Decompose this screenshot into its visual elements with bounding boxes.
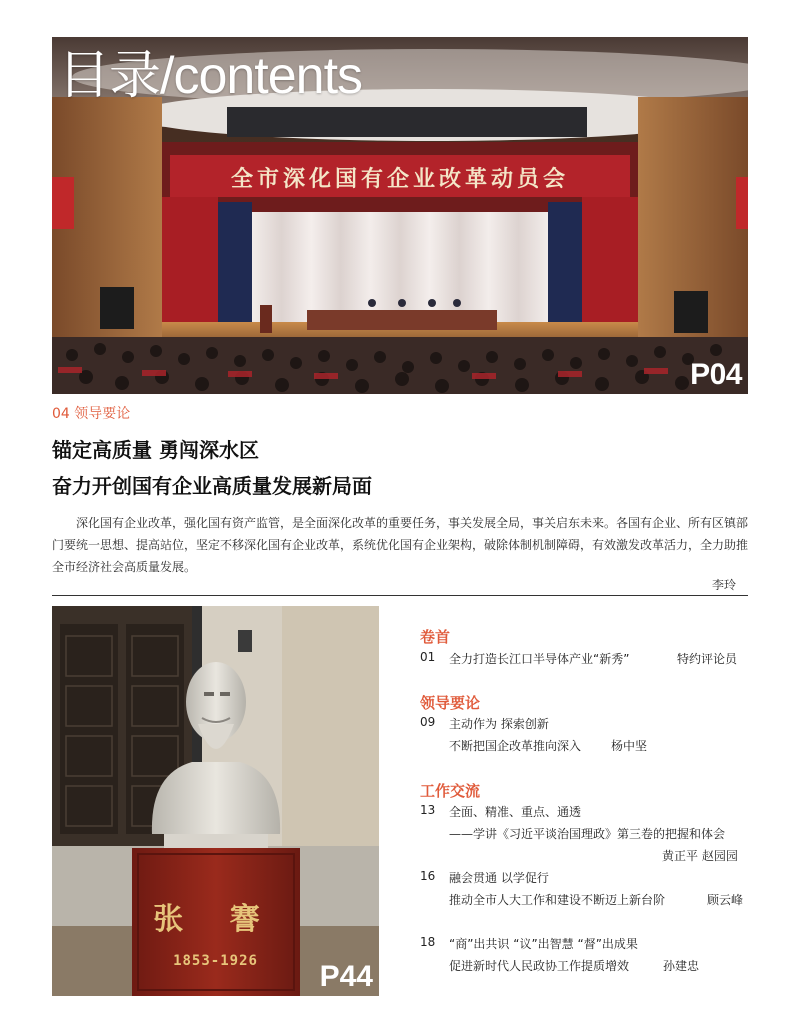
toc-section-title: 卷首 [420, 628, 451, 646]
toc-entry-title[interactable]: 主动作为 探索创新 [449, 717, 549, 731]
toc-entry-author: 顾云峰 [707, 893, 744, 907]
hero-photo [52, 37, 748, 394]
toc-entry-subtitle[interactable]: ——学讲《习近平谈治国理政》第三卷的把握和体会 [449, 827, 726, 841]
toc-entry-title[interactable]: 全力打造长江口半导体产业“新秀” [449, 652, 630, 666]
toc-entry-author: 特约评论员 [677, 652, 738, 666]
page-title: 目录/contents [58, 47, 363, 105]
toc-entry-author: 孙建忠 [663, 959, 700, 973]
toc-section-title: 领导要论 [420, 694, 481, 712]
toc-page-number: 18 [420, 935, 436, 949]
lead-abstract: 深化国有企业改革，强化国有资产监管，是全面深化改革的重要任务，事关发展全局，事关启东未来。各国有企业、所有区镇部门要统一思想、提高站位，坚定不移深化国有企业改革，系统优化国有企业架构，破除体制机制障碍，有效激发改革活力，全力助推全市经济社会高质量发展。 [52, 516, 749, 574]
toc-page-number: 13 [420, 803, 436, 817]
statue-page-number: P44 [319, 960, 373, 993]
toc-page-number: 09 [420, 715, 436, 729]
section-divider [52, 595, 748, 596]
meeting-banner-text: 全市深化国有企业改革动员会 [230, 167, 569, 192]
toc-entry-author: 杨中坚 [611, 739, 648, 753]
toc-page-number: 16 [420, 869, 436, 883]
lead-author: 李玲 [711, 578, 736, 592]
toc-entry-subtitle[interactable]: 推动全市人大工作和建设不断迈上新台阶 [449, 893, 666, 907]
hero-page-number: P04 [690, 358, 742, 391]
statue-inscription-name: 张 謇 [153, 902, 278, 937]
toc-entry-title[interactable]: “商”出共识 “议”出智慧 “督”出成果 [449, 937, 638, 951]
lead-headline-line-1[interactable]: 锚定高质量 勇闯深水区 [52, 438, 259, 462]
lead-section-label: 04 领导要论 [52, 406, 131, 422]
toc-entry-title[interactable]: 融会贯通 以学促行 [449, 871, 549, 885]
toc-section-title: 工作交流 [420, 782, 481, 800]
toc-entry-title[interactable]: 全面、精准、重点、通透 [449, 805, 582, 819]
lead-headline-line-2[interactable]: 奋力开创国有企业高质量发展新局面 [52, 474, 372, 498]
toc-entry-author: 黄正平 赵园园 [662, 849, 738, 863]
statue-inscription-years: 1853-1926 [173, 953, 258, 969]
statue-photo [52, 606, 379, 996]
toc-entry-subtitle[interactable]: 不断把国企改革推向深入 [449, 739, 582, 753]
toc-page-number: 01 [420, 650, 436, 664]
toc-entry-subtitle[interactable]: 促进新时代人民政协工作提质增效 [449, 959, 630, 973]
